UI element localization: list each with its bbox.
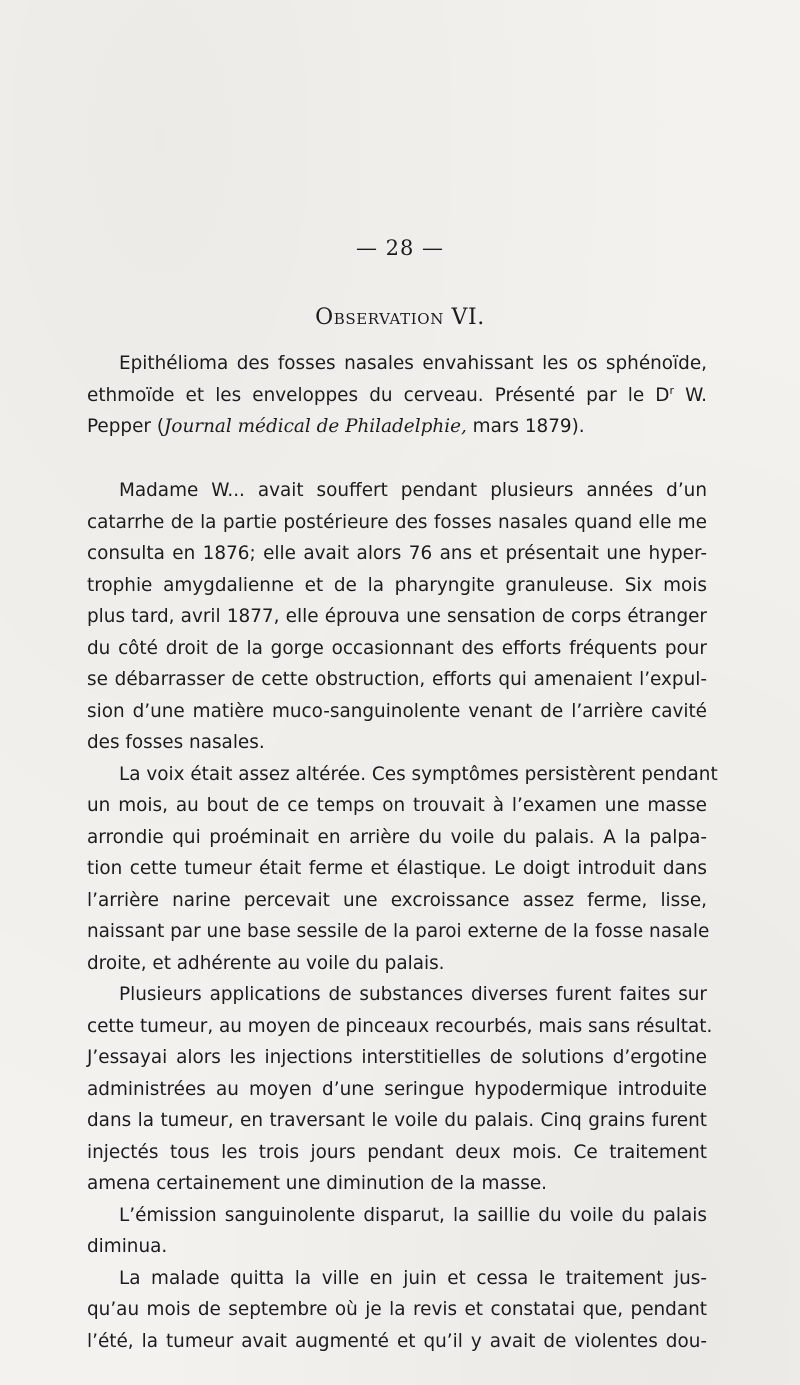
observation-title: Observation VI.	[315, 305, 485, 330]
summary-line: Epithélioma des fosses nasales envahissant les os sphénoïde,	[119, 353, 707, 374]
text-line: L’émission sanguinolente disparut, la saillie du voile du palais	[119, 1204, 707, 1226]
text-line: cette tumeur, au moyen de pinceaux recourbés, mais sans résultat.	[87, 1015, 713, 1037]
case-summary	[87, 348, 707, 443]
text-line: tion cette tumeur était ferme et élastique. Le doigt introduit dans	[87, 858, 707, 879]
text-line: l’arrière narine percevait une excroissance assez ferme, lisse,	[87, 889, 707, 911]
text-line: droite, et adhérente au voile du palais.	[87, 952, 445, 974]
text-line: plus tard, avril 1877, elle éprouva une sensation de corps étranger	[87, 606, 707, 627]
body-text	[87, 475, 718, 1357]
summary-line: ethmoïde et les enveloppes du cerveau. Présenté par le $D^r$ W.	[87, 383, 707, 406]
text-line: des fosses nasales.	[87, 732, 265, 753]
text-line: J’essayai alors les injections interstitielles de solutions d’ergotine	[87, 1047, 707, 1068]
text-line: du côté droit de la gorge occasionnant des efforts fréquents pour	[87, 637, 707, 659]
text-line: dans la tumeur, en traversant le voile du palais. Cinq grains furent	[87, 1110, 707, 1131]
text-line: un mois, au bout de ce temps on trouvait à l’examen une masse	[87, 795, 707, 816]
text-line: qu’au mois de septembre où je la revis et constatai que, pendant	[87, 1299, 707, 1320]
text-line: administrées au moyen d’une seringue hypodermique introduite	[87, 1078, 707, 1100]
journal-name: Journal médical de Philadelphie,	[164, 416, 467, 437]
text-line: se débarrasser de cette obstruction, efforts qui amenaient l’expul-	[87, 669, 707, 690]
summary-line: Pepper (Journal médical de Philadelphie, mars 1879).	[87, 416, 585, 437]
text-line: naissant par une base sessile de la paroi externe de la fosse nasale	[87, 921, 710, 942]
text-line: consulta en 1876; elle avait alors 76 ans et présentait une hyper-	[87, 543, 707, 564]
text-line: amena certainement une diminution de la masse.	[87, 1173, 547, 1194]
text-line: diminua.	[87, 1236, 168, 1257]
text-line: arrondie qui proéminait en arrière du voile du palais. A la palpa-	[87, 826, 707, 848]
text-line: Plusieurs applications de substances diverses furent faites sur	[119, 984, 707, 1005]
text-line: injectés tous les trois jours pendant deux mois. Ce traitement	[87, 1141, 707, 1163]
text-line: La malade quitta la ville en juin et cessa le traitement jus-	[119, 1267, 707, 1289]
text-line: La voix était assez altérée. Ces symptômes persistèrent pendant	[119, 763, 718, 785]
text-line: sion d’une matière muco-sanguinolente venant de l’arrière cavité	[87, 700, 707, 722]
page-number: — 28 —	[355, 236, 445, 260]
text-line: l’été, la tumeur avait augmenté et qu’il y avait de violentes dou-	[87, 1330, 707, 1352]
text-line: catarrhe de la partie postérieure des fosses nasales quand elle me	[87, 511, 707, 533]
text-line: Madame W... avait souffert pendant plusieurs années d’un	[119, 480, 707, 501]
text-line: trophie amygdalienne et de la pharyngite granuleuse. Six mois	[87, 574, 707, 596]
